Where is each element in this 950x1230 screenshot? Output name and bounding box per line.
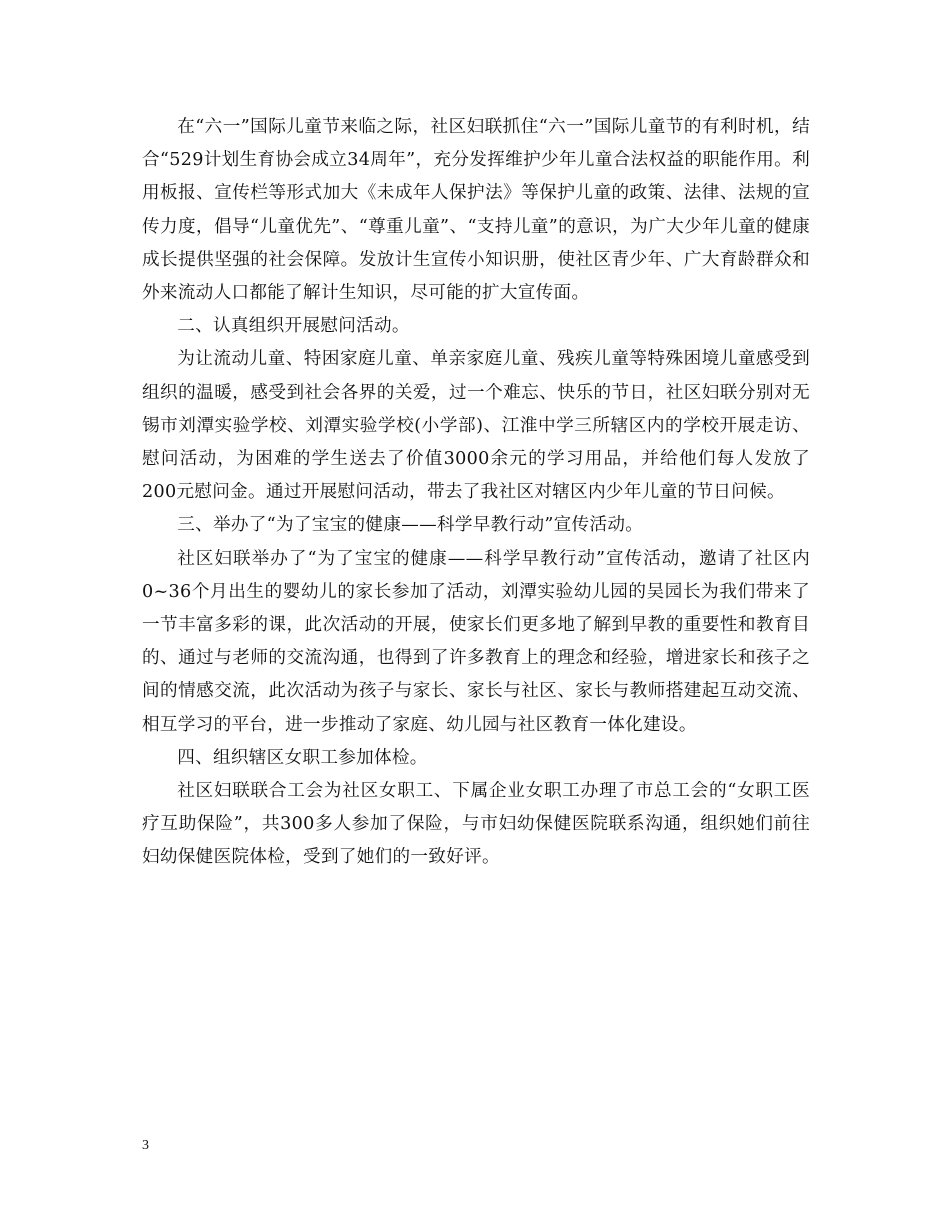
section-heading-2: 二、认真组织开展慰问活动。 [177, 316, 410, 337]
paragraph-visits: 为让流动儿童、特困家庭儿童、单亲家庭儿童、残疾儿童等特殊困境儿童感受到组织的温暖，感受到社会各界的关爱，过一个难忘、快乐的节日，社区妇联分别对无锡市刘潭实验学校、刘潭实验学校(小学部)、江淮中学三所辖区内的学校开展走访、慰问活动，为困难的学生送去了价值3000余元的学习用品，并给他们每人发放了200元慰问金。通过开展慰问活动，带去了我社区对辖区内少年儿童的节日问候。 [142, 349, 810, 503]
section-heading-3: 三、举办了“为了宝宝的健康——科学早教行动”宣传活动。 [177, 515, 644, 536]
page-number: 3 [142, 1138, 149, 1153]
paragraph-early-education: 社区妇联举办了“为了宝宝的健康——科学早教行动”宣传活动，邀请了社区内0~36个月出生的婴幼儿的家长参加了活动，刘潭实验幼儿园的吴园长为我们带来了一节丰富多彩的课，此次活动的开展，使家长们更多地了解到早教的重要性和教育目的、通过与老师的交流沟通，也得到了许多教育上的理念和经验，增进家长和孩子之间的情感交流，此次活动为孩子与家长、家长与社区、家长与教师搭建起互动交流、相互学习的平台，进一步推动了家庭、幼儿园与社区教育一体化建设。 [142, 548, 810, 735]
paragraph-health-check: 社区妇联联合工会为社区女职工、下属企业女职工办理了市总工会的“女职工医疗互助保险”，共300多人参加了保险，与市妇幼保健医院联系沟通，组织她们前往妇幼保健医院体检，受到了她们的一致好评。 [142, 781, 810, 868]
section-heading-4: 四、组织辖区女职工参加体检。 [177, 747, 428, 768]
document-page [142, 111, 810, 875]
paragraph-children-day: 在“六一”国际儿童节来临之际，社区妇联抓住“六一”国际儿童节的有利时机，结合“529计划生育协会成立34周年”，充分发挥维护少年儿童合法权益的职能作用。利用板报、宣传栏等形式加大《未成年人保护法》等保护儿童的政策、法律、法规的宣传力度，倡导“儿童优先”、“尊重儿童”、“支持儿童”的意识，为广大少年儿童的健康成长提供坚强的社会保障。发放计生宣传小知识册，使社区青少年、广大育龄群众和外来流动人口都能了解计生知识，尽可能的扩大宣传面。 [142, 117, 810, 304]
